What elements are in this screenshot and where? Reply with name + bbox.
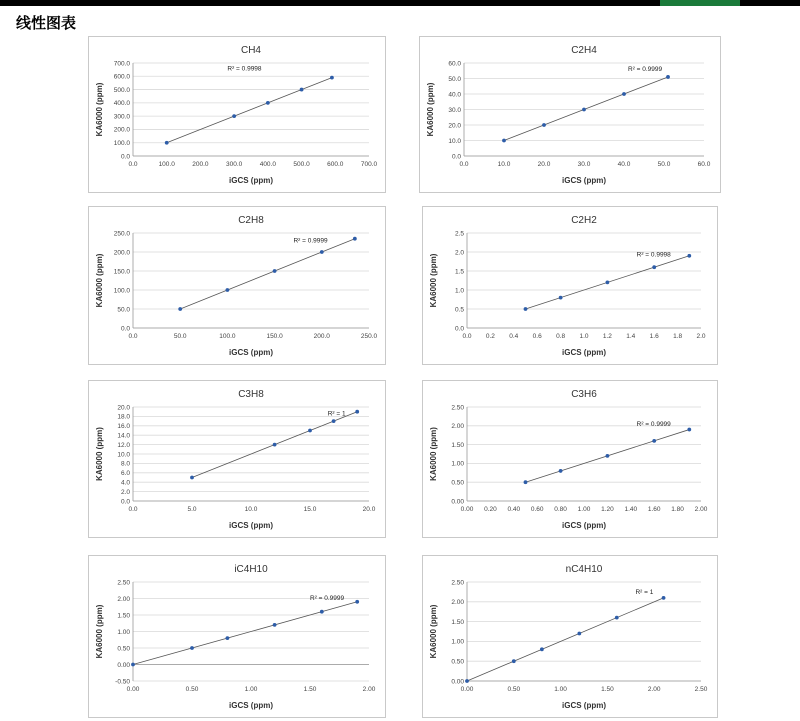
x-tick-label: 0.0 xyxy=(128,161,138,168)
chart-title: C2H2 xyxy=(571,215,597,226)
data-point xyxy=(666,75,670,79)
x-tick-label: 1.8 xyxy=(673,333,683,340)
chart-panel-nc4h10 xyxy=(422,555,718,718)
data-point xyxy=(266,101,270,105)
chart-svg xyxy=(89,556,385,717)
x-tick-label: 50.0 xyxy=(173,333,187,340)
chart-title: C3H8 xyxy=(238,389,264,400)
chart-title: CH4 xyxy=(240,45,262,56)
y-tick-label: 2.50 xyxy=(117,579,130,587)
x-tick-label: 0.6 xyxy=(532,333,542,340)
data-point xyxy=(559,469,563,473)
y-tick-label: 0.0 xyxy=(120,498,130,506)
y-tick-label: 1.50 xyxy=(117,612,130,620)
y-tick-label: 40.0 xyxy=(448,91,461,99)
x-tick-label: 0.0 xyxy=(459,161,469,168)
data-point xyxy=(131,663,135,667)
y-tick-label: 300.0 xyxy=(113,113,130,121)
data-point xyxy=(615,616,619,620)
x-tick-label: 1.60 xyxy=(647,506,661,513)
y-tick-label: 1.00 xyxy=(451,638,464,646)
x-tick-label: 5.0 xyxy=(187,506,197,513)
chart-panel-ch4 xyxy=(88,36,386,193)
chart-svg xyxy=(89,207,385,364)
data-point xyxy=(606,454,610,458)
chart-title: C2H4 xyxy=(571,45,597,56)
x-tick-label: 200.0 xyxy=(313,333,330,340)
x-tick-label: 0.50 xyxy=(507,686,521,693)
x-tick-label: 0.60 xyxy=(530,506,544,513)
y-axis-title: KA6000 (ppm) xyxy=(429,604,438,659)
chart-svg xyxy=(423,207,717,364)
y-tick-label: 10.0 xyxy=(448,137,461,145)
y-tick-label: 0.50 xyxy=(117,645,130,653)
y-tick-label: 0.00 xyxy=(451,498,464,506)
x-axis-title: iGCS (ppm) xyxy=(562,176,606,185)
data-point xyxy=(582,108,586,112)
data-point xyxy=(687,254,691,258)
x-tick-label: 0.40 xyxy=(507,506,521,513)
x-tick-label: 1.50 xyxy=(601,686,614,693)
x-tick-label: 0.50 xyxy=(185,686,199,693)
x-tick-label: 100.0 xyxy=(219,333,236,340)
x-tick-label: 30.0 xyxy=(577,161,591,168)
y-axis-title: KA6000 (ppm) xyxy=(429,427,438,481)
y-tick-label: 30.0 xyxy=(448,106,461,114)
y-tick-label: 2.5 xyxy=(454,230,464,238)
x-tick-label: 400.0 xyxy=(259,161,276,168)
y-tick-label: 6.0 xyxy=(120,470,130,478)
y-tick-label: 1.0 xyxy=(454,287,464,295)
data-point xyxy=(542,123,546,127)
chart-panel-c3h8 xyxy=(88,380,386,538)
y-tick-label: 2.00 xyxy=(451,423,464,431)
x-tick-label: 2.50 xyxy=(694,686,708,693)
y-tick-label: 200.0 xyxy=(113,126,130,134)
x-tick-label: 1.4 xyxy=(626,333,636,340)
x-tick-label: 50.0 xyxy=(657,161,671,168)
x-tick-label: 100.0 xyxy=(158,161,175,168)
y-axis-title: KA6000 (ppm) xyxy=(429,253,438,308)
y-tick-label: 250.0 xyxy=(113,230,130,238)
y-tick-label: 10.0 xyxy=(117,451,130,459)
trendline xyxy=(167,78,332,143)
y-tick-label: 0.5 xyxy=(454,306,464,314)
y-tick-label: 100.0 xyxy=(113,140,130,148)
y-tick-label: 200.0 xyxy=(113,249,130,257)
data-point xyxy=(622,92,626,96)
x-tick-label: 1.00 xyxy=(577,506,591,513)
x-tick-label: 1.40 xyxy=(624,506,638,513)
y-tick-label: 1.5 xyxy=(454,268,464,276)
x-axis-title: iGCS (ppm) xyxy=(229,176,273,185)
y-tick-label: 400.0 xyxy=(113,100,130,108)
data-point xyxy=(273,269,277,273)
x-axis-title: iGCS (ppm) xyxy=(562,701,606,710)
x-tick-label: 1.6 xyxy=(649,333,659,340)
y-tick-label: 2.00 xyxy=(451,599,464,607)
y-tick-label: 14.0 xyxy=(117,432,130,440)
x-tick-label: 500.0 xyxy=(293,161,310,168)
data-point xyxy=(226,288,230,292)
x-tick-label: 0.00 xyxy=(126,686,140,693)
x-tick-label: 2.00 xyxy=(694,506,708,513)
y-tick-label: 1.00 xyxy=(451,460,464,468)
r-squared-label: R² = 0.9999 xyxy=(293,237,328,245)
x-axis-title: iGCS (ppm) xyxy=(229,521,273,530)
y-axis-title: KA6000 (ppm) xyxy=(426,82,435,137)
y-tick-label: 0.00 xyxy=(117,661,130,669)
x-tick-label: 200.0 xyxy=(192,161,209,168)
chart-panel-ic4h10 xyxy=(88,555,386,718)
data-point xyxy=(273,443,277,447)
x-tick-label: 40.0 xyxy=(617,161,631,168)
chart-title: C3H6 xyxy=(571,389,597,400)
y-tick-label: 1.50 xyxy=(451,441,464,449)
y-tick-label: 600.0 xyxy=(113,73,130,81)
data-point xyxy=(355,410,359,414)
x-tick-label: 20.0 xyxy=(362,506,376,513)
x-tick-label: 1.00 xyxy=(244,686,258,693)
data-point xyxy=(178,307,182,311)
data-point xyxy=(273,623,277,627)
data-point xyxy=(165,141,169,145)
x-tick-label: 2.00 xyxy=(647,686,661,693)
data-point xyxy=(226,636,230,640)
data-point xyxy=(577,632,581,636)
x-axis-title: iGCS (ppm) xyxy=(229,348,273,357)
chart-svg xyxy=(420,37,720,192)
y-tick-label: 2.50 xyxy=(451,579,464,587)
chart-svg xyxy=(423,381,717,537)
y-tick-label: 0.0 xyxy=(120,325,130,333)
y-tick-label: 150.0 xyxy=(113,268,130,276)
data-point xyxy=(652,265,656,269)
chart-svg xyxy=(423,556,717,717)
data-point xyxy=(524,307,528,311)
r-squared-label: R² = 0.9999 xyxy=(628,65,663,73)
x-tick-label: 250.0 xyxy=(360,333,378,340)
y-tick-label: 0.50 xyxy=(451,479,464,487)
x-tick-label: 1.50 xyxy=(303,686,317,693)
y-tick-label: 0.0 xyxy=(454,325,464,333)
x-tick-label: 0.0 xyxy=(462,333,472,340)
x-tick-label: 10.0 xyxy=(244,506,258,513)
y-tick-label: -0.50 xyxy=(115,678,130,686)
x-tick-label: 0.80 xyxy=(554,506,567,513)
y-tick-label: 0.0 xyxy=(120,153,130,161)
x-axis-title: iGCS (ppm) xyxy=(229,701,273,710)
r-squared-label: R² = 1 xyxy=(327,410,346,418)
y-tick-label: 8.0 xyxy=(120,460,130,468)
x-tick-label: 0.0 xyxy=(128,506,138,513)
page-title: 线性图表 xyxy=(16,14,77,32)
data-point xyxy=(652,439,656,443)
y-tick-label: 12.0 xyxy=(117,441,130,449)
x-tick-label: 0.20 xyxy=(484,506,497,513)
r-squared-label: R² = 0.9998 xyxy=(636,251,671,259)
data-point xyxy=(465,679,469,683)
y-axis-title: KA6000 (ppm) xyxy=(95,253,104,308)
x-tick-label: 0.00 xyxy=(460,506,474,513)
y-tick-label: 50.0 xyxy=(117,306,130,314)
x-tick-label: 1.20 xyxy=(601,506,614,513)
y-tick-label: 100.0 xyxy=(113,287,130,295)
x-tick-label: 15.0 xyxy=(303,506,317,513)
y-tick-label: 20.0 xyxy=(448,122,461,130)
y-tick-label: 20.0 xyxy=(117,404,130,412)
data-point xyxy=(524,480,528,484)
chart-svg xyxy=(89,37,385,192)
data-point xyxy=(355,600,359,604)
x-tick-label: 2.0 xyxy=(696,333,706,340)
y-axis-title: KA6000 (ppm) xyxy=(95,82,104,137)
data-point xyxy=(300,88,304,92)
chart-title: iC4H10 xyxy=(234,564,268,575)
y-tick-label: 700.0 xyxy=(113,60,130,68)
data-point xyxy=(502,139,506,143)
top-bar-accent xyxy=(660,0,740,6)
trendline xyxy=(504,77,668,141)
r-squared-label: R² = 0.9999 xyxy=(636,420,671,428)
chart-title: C2H8 xyxy=(238,215,264,226)
trendline xyxy=(180,239,355,309)
data-point xyxy=(512,659,516,663)
y-tick-label: 2.0 xyxy=(120,488,130,496)
x-axis-title: iGCS (ppm) xyxy=(562,521,606,530)
x-tick-label: 1.2 xyxy=(602,333,612,340)
r-squared-label: R² = 0.9998 xyxy=(227,65,262,73)
x-tick-label: 0.00 xyxy=(460,686,474,693)
x-tick-label: 0.0 xyxy=(128,333,138,340)
x-tick-label: 0.4 xyxy=(509,333,519,340)
y-tick-label: 1.50 xyxy=(451,618,464,626)
y-tick-label: 0.00 xyxy=(451,678,464,686)
x-tick-label: 0.2 xyxy=(485,333,495,340)
x-tick-label: 600.0 xyxy=(327,161,344,168)
y-tick-label: 1.00 xyxy=(117,628,130,636)
data-point xyxy=(687,428,691,432)
x-tick-label: 1.00 xyxy=(554,686,567,693)
data-point xyxy=(330,76,334,80)
chart-panel-c2h4 xyxy=(419,36,721,193)
x-tick-label: 60.0 xyxy=(697,161,711,168)
y-tick-label: 2.50 xyxy=(451,404,464,412)
y-tick-label: 60.0 xyxy=(448,60,461,68)
x-tick-label: 1.80 xyxy=(671,506,684,513)
data-point xyxy=(190,476,194,480)
x-tick-label: 0.8 xyxy=(556,333,566,340)
chart-title: nC4H10 xyxy=(565,564,603,575)
x-tick-label: 10.0 xyxy=(497,161,511,168)
y-tick-label: 0.0 xyxy=(451,153,461,161)
x-tick-label: 1.0 xyxy=(579,333,589,340)
data-point xyxy=(662,596,666,600)
data-point xyxy=(353,237,357,241)
data-point xyxy=(190,646,194,650)
x-tick-label: 700.0 xyxy=(360,161,378,168)
x-tick-label: 2.00 xyxy=(362,686,376,693)
y-tick-label: 2.00 xyxy=(117,595,130,603)
x-tick-label: 300.0 xyxy=(226,161,243,168)
data-point xyxy=(332,419,336,423)
r-squared-label: R² = 0.9999 xyxy=(310,595,345,603)
trendline xyxy=(467,598,664,681)
data-point xyxy=(606,281,610,285)
data-point xyxy=(308,429,312,433)
y-tick-label: 4.0 xyxy=(120,479,130,487)
x-axis-title: iGCS (ppm) xyxy=(562,348,606,357)
x-tick-label: 150.0 xyxy=(266,333,283,340)
r-squared-label: R² = 1 xyxy=(635,588,654,596)
data-point xyxy=(320,610,324,614)
y-axis-title: KA6000 (ppm) xyxy=(95,427,104,481)
data-point xyxy=(559,296,563,300)
y-tick-label: 0.50 xyxy=(451,658,464,666)
y-axis-title: KA6000 (ppm) xyxy=(95,604,104,659)
chart-svg xyxy=(89,381,385,537)
y-tick-label: 18.0 xyxy=(117,413,130,421)
data-point xyxy=(232,114,236,118)
x-tick-label: 20.0 xyxy=(537,161,551,168)
y-tick-label: 500.0 xyxy=(113,86,130,94)
chart-panel-c2h2 xyxy=(422,206,718,365)
chart-panel-c2h8 xyxy=(88,206,386,365)
data-point xyxy=(320,250,324,254)
y-tick-label: 16.0 xyxy=(117,423,130,431)
chart-panel-c3h6 xyxy=(422,380,718,538)
data-point xyxy=(540,647,544,651)
y-tick-label: 2.0 xyxy=(454,249,464,257)
y-tick-label: 50.0 xyxy=(448,75,461,83)
